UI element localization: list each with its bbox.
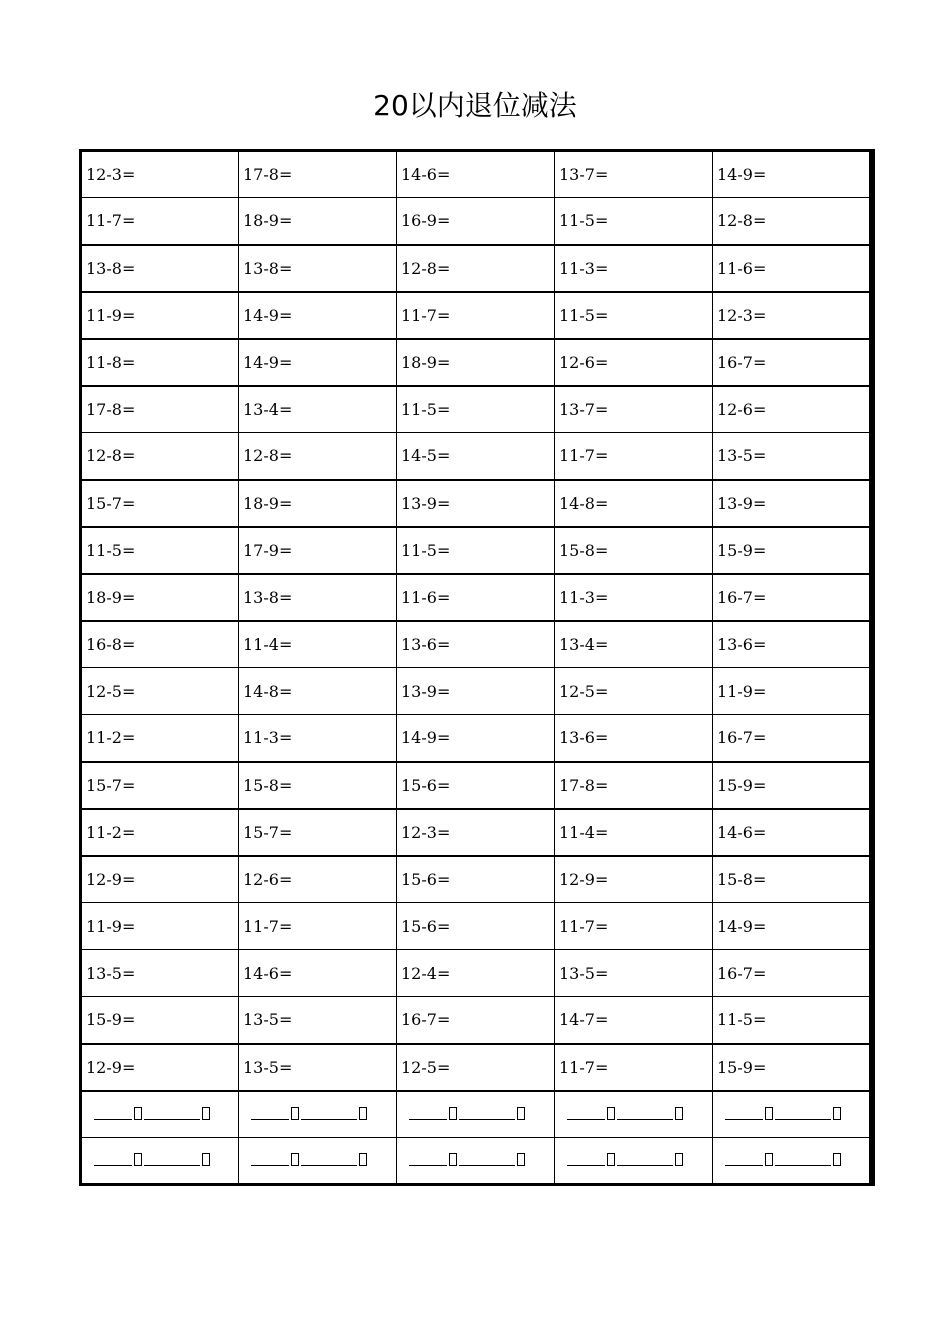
answer-blank[interactable] <box>775 1105 831 1120</box>
problem-cell[interactable]: 16-7= <box>713 950 871 997</box>
answer-blank[interactable] <box>94 1105 132 1120</box>
problem-row <box>81 903 871 950</box>
problem-cell[interactable]: 12-5= <box>397 1044 555 1091</box>
problem-cell[interactable]: 12-6= <box>555 339 713 386</box>
problem-row <box>81 339 871 386</box>
problem-cell[interactable]: 14-6= <box>397 151 555 198</box>
problem-cell[interactable]: 11-9= <box>81 292 239 339</box>
problem-cell[interactable]: 13-5= <box>239 1044 397 1091</box>
problem-row <box>81 574 871 621</box>
box-glyph-icon <box>675 1107 683 1120</box>
box-glyph-icon <box>675 1153 683 1166</box>
problem-cell[interactable]: 12-6= <box>713 386 871 433</box>
worksheet-body <box>81 151 871 1185</box>
box-glyph-icon <box>765 1107 773 1120</box>
answer-row <box>81 1138 871 1185</box>
answer-blank[interactable] <box>301 1151 357 1166</box>
problem-cell[interactable]: 11-5= <box>397 386 555 433</box>
problem-cell[interactable]: 17-9= <box>239 527 397 574</box>
problem-cell[interactable]: 16-7= <box>713 574 871 621</box>
problem-cell[interactable]: 13-8= <box>239 245 397 292</box>
answer-cell[interactable] <box>713 1138 871 1185</box>
problem-cell[interactable]: 13-7= <box>555 386 713 433</box>
problem-cell[interactable]: 12-8= <box>81 433 239 480</box>
answer-blanks <box>409 1105 527 1120</box>
problem-cell[interactable]: 11-6= <box>397 574 555 621</box>
problem-cell[interactable]: 17-8= <box>81 386 239 433</box>
box-glyph-icon <box>134 1107 142 1120</box>
problem-cell[interactable]: 12-3= <box>397 809 555 856</box>
problem-row <box>81 151 871 198</box>
answer-blank[interactable] <box>94 1151 132 1166</box>
problem-cell[interactable]: 18-9= <box>397 339 555 386</box>
problem-cell[interactable]: 15-7= <box>239 809 397 856</box>
problem-cell[interactable]: 12-3= <box>81 151 239 198</box>
problem-cell[interactable]: 12-4= <box>397 950 555 997</box>
problem-row <box>81 762 871 809</box>
problem-cell[interactable]: 13-5= <box>713 433 871 480</box>
problem-cell[interactable]: 18-9= <box>81 574 239 621</box>
answer-cell[interactable] <box>239 1138 397 1185</box>
answer-blank[interactable] <box>301 1105 357 1120</box>
answer-blank[interactable] <box>725 1151 763 1166</box>
problem-cell[interactable]: 13-8= <box>239 574 397 621</box>
problem-cell[interactable]: 12-8= <box>397 245 555 292</box>
problem-cell[interactable]: 11-5= <box>397 527 555 574</box>
problem-cell[interactable]: 15-8= <box>239 762 397 809</box>
problem-cell[interactable]: 12-5= <box>555 668 713 715</box>
problem-cell[interactable]: 12-9= <box>81 1044 239 1091</box>
problem-cell[interactable]: 12-5= <box>81 668 239 715</box>
box-glyph-icon <box>291 1107 299 1120</box>
answer-blank[interactable] <box>567 1151 605 1166</box>
answer-blanks <box>251 1151 369 1166</box>
problem-cell[interactable]: 17-8= <box>555 762 713 809</box>
problem-cell[interactable]: 14-9= <box>713 903 871 950</box>
answer-blanks <box>725 1105 843 1120</box>
box-glyph-icon <box>517 1153 525 1166</box>
problem-cell[interactable]: 11-7= <box>555 1044 713 1091</box>
answer-cell[interactable] <box>713 1091 871 1138</box>
problem-cell[interactable]: 11-8= <box>81 339 239 386</box>
problem-cell[interactable]: 16-9= <box>397 198 555 245</box>
problem-cell[interactable]: 14-9= <box>397 715 555 762</box>
problem-cell[interactable]: 16-8= <box>81 621 239 668</box>
answer-row <box>81 1091 871 1138</box>
problem-cell[interactable]: 11-3= <box>555 574 713 621</box>
problem-row <box>81 997 871 1044</box>
answer-cell[interactable] <box>239 1091 397 1138</box>
answer-blank[interactable] <box>459 1151 515 1166</box>
answer-blanks <box>567 1151 685 1166</box>
problem-cell[interactable]: 11-7= <box>81 198 239 245</box>
problem-cell[interactable]: 11-4= <box>239 621 397 668</box>
problem-cell[interactable]: 15-6= <box>397 856 555 903</box>
problem-cell[interactable]: 11-7= <box>239 903 397 950</box>
problem-row <box>81 621 871 668</box>
problem-cell[interactable]: 11-2= <box>81 715 239 762</box>
problem-cell[interactable]: 12-6= <box>239 856 397 903</box>
problem-cell[interactable]: 11-7= <box>397 292 555 339</box>
problem-cell[interactable]: 15-7= <box>81 762 239 809</box>
problem-cell[interactable]: 15-8= <box>555 527 713 574</box>
problem-cell[interactable]: 11-4= <box>555 809 713 856</box>
problem-row <box>81 292 871 339</box>
answer-cell[interactable] <box>81 1138 239 1185</box>
problem-cell[interactable]: 11-9= <box>713 668 871 715</box>
answer-blank[interactable] <box>617 1105 673 1120</box>
box-glyph-icon <box>765 1153 773 1166</box>
box-glyph-icon <box>607 1107 615 1120</box>
answer-blank[interactable] <box>409 1151 447 1166</box>
problem-row <box>81 527 871 574</box>
problem-cell[interactable]: 15-9= <box>713 762 871 809</box>
answer-cell[interactable] <box>397 1091 555 1138</box>
problem-cell[interactable]: 15-6= <box>397 903 555 950</box>
box-glyph-icon <box>134 1153 142 1166</box>
problem-cell[interactable]: 13-6= <box>397 621 555 668</box>
problem-cell[interactable]: 11-5= <box>81 527 239 574</box>
problem-cell[interactable]: 11-7= <box>555 433 713 480</box>
problem-cell[interactable]: 16-7= <box>397 997 555 1044</box>
answer-blank[interactable] <box>251 1151 289 1166</box>
problem-cell[interactable]: 11-5= <box>555 292 713 339</box>
problem-cell[interactable]: 13-6= <box>713 621 871 668</box>
problem-row <box>81 950 871 997</box>
problem-cell[interactable]: 14-7= <box>555 997 713 1044</box>
problem-cell[interactable]: 14-5= <box>397 433 555 480</box>
problem-cell[interactable]: 13-4= <box>555 621 713 668</box>
problem-row <box>81 480 871 527</box>
box-glyph-icon <box>291 1153 299 1166</box>
problem-cell[interactable]: 13-6= <box>555 715 713 762</box>
answer-blank[interactable] <box>144 1105 200 1120</box>
box-glyph-icon <box>833 1107 841 1120</box>
problem-cell[interactable]: 12-8= <box>713 198 871 245</box>
answer-blanks <box>409 1151 527 1166</box>
answer-blanks <box>94 1151 212 1166</box>
problem-row <box>81 809 871 856</box>
box-glyph-icon <box>607 1153 615 1166</box>
page-title: 20以内退位减法 <box>373 89 577 122</box>
problem-cell[interactable]: 12-8= <box>239 433 397 480</box>
problem-cell[interactable]: 15-9= <box>81 997 239 1044</box>
answer-blank[interactable] <box>251 1105 289 1120</box>
problem-cell[interactable]: 12-3= <box>713 292 871 339</box>
answer-blank[interactable] <box>775 1151 831 1166</box>
answer-blanks <box>725 1151 843 1166</box>
problem-cell[interactable]: 13-7= <box>555 151 713 198</box>
problem-row <box>81 433 871 480</box>
problem-cell[interactable]: 14-8= <box>555 480 713 527</box>
problem-cell[interactable]: 13-9= <box>713 480 871 527</box>
worksheet-table <box>79 149 872 1186</box>
problem-cell[interactable]: 11-5= <box>555 198 713 245</box>
problem-cell[interactable]: 11-3= <box>555 245 713 292</box>
problem-row <box>81 198 871 245</box>
box-glyph-icon <box>449 1153 457 1166</box>
problem-cell[interactable]: 13-5= <box>555 950 713 997</box>
answer-blank[interactable] <box>725 1105 763 1120</box>
problem-cell[interactable]: 11-7= <box>555 903 713 950</box>
problem-cell[interactable]: 16-7= <box>713 715 871 762</box>
problem-cell[interactable]: 14-9= <box>239 292 397 339</box>
answer-blanks <box>94 1105 212 1120</box>
box-glyph-icon <box>202 1153 210 1166</box>
problem-cell[interactable]: 14-6= <box>713 809 871 856</box>
answer-blank[interactable] <box>567 1105 605 1120</box>
problem-cell[interactable]: 11-6= <box>713 245 871 292</box>
answer-blank[interactable] <box>409 1105 447 1120</box>
problem-cell[interactable]: 15-9= <box>713 527 871 574</box>
box-glyph-icon <box>359 1153 367 1166</box>
problem-cell[interactable]: 16-7= <box>713 339 871 386</box>
box-glyph-icon <box>517 1107 525 1120</box>
box-glyph-icon <box>449 1107 457 1120</box>
problem-row <box>81 386 871 433</box>
problem-row <box>81 715 871 762</box>
problem-cell[interactable]: 11-3= <box>239 715 397 762</box>
box-glyph-icon <box>359 1107 367 1120</box>
problem-cell[interactable]: 14-6= <box>239 950 397 997</box>
answer-blanks <box>251 1105 369 1120</box>
answer-cell[interactable] <box>555 1091 713 1138</box>
problem-cell[interactable]: 13-9= <box>397 668 555 715</box>
problem-cell[interactable]: 13-4= <box>239 386 397 433</box>
problem-cell[interactable]: 15-6= <box>397 762 555 809</box>
answer-blanks <box>567 1105 685 1120</box>
problem-cell[interactable]: 12-9= <box>555 856 713 903</box>
problem-cell[interactable]: 17-8= <box>239 151 397 198</box>
problem-cell[interactable]: 11-2= <box>81 809 239 856</box>
answer-blank[interactable] <box>144 1151 200 1166</box>
problem-cell[interactable]: 13-8= <box>81 245 239 292</box>
problem-row <box>81 668 871 715</box>
problem-cell[interactable]: 18-9= <box>239 198 397 245</box>
problem-cell[interactable]: 12-9= <box>81 856 239 903</box>
problem-row <box>81 1044 871 1091</box>
box-glyph-icon <box>202 1107 210 1120</box>
problem-cell[interactable]: 11-5= <box>713 997 871 1044</box>
problem-cell[interactable]: 15-9= <box>713 1044 871 1091</box>
answer-cell[interactable] <box>555 1138 713 1185</box>
problem-cell[interactable]: 14-9= <box>239 339 397 386</box>
problem-cell[interactable]: 13-9= <box>397 480 555 527</box>
answer-blank[interactable] <box>617 1151 673 1166</box>
problem-row <box>81 245 871 292</box>
box-glyph-icon <box>833 1153 841 1166</box>
problem-cell[interactable]: 13-5= <box>239 997 397 1044</box>
problem-row <box>81 856 871 903</box>
problem-cell[interactable]: 18-9= <box>239 480 397 527</box>
answer-cell[interactable] <box>397 1138 555 1185</box>
problem-cell[interactable]: 11-9= <box>81 903 239 950</box>
problem-cell[interactable]: 15-8= <box>713 856 871 903</box>
problem-cell[interactable]: 14-8= <box>239 668 397 715</box>
problem-cell[interactable]: 14-9= <box>713 151 871 198</box>
answer-blank[interactable] <box>459 1105 515 1120</box>
answer-cell[interactable] <box>81 1091 239 1138</box>
problem-cell[interactable]: 13-5= <box>81 950 239 997</box>
problem-cell[interactable]: 15-7= <box>81 480 239 527</box>
